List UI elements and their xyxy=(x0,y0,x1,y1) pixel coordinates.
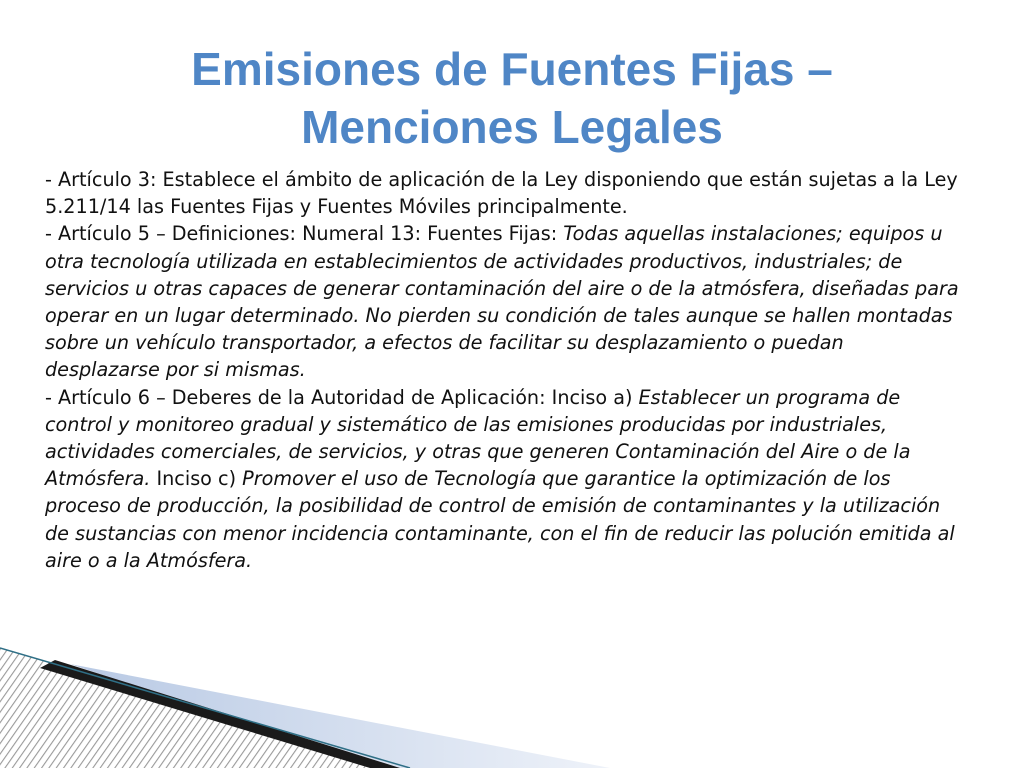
slide-title xyxy=(100,40,924,156)
dark-wedge xyxy=(40,660,400,768)
articulo-6-paragraph xyxy=(45,384,960,574)
inciso-c-text: Promover el uso de Tecnología que garantice la optimización de los proceso de producción, la posibilidad de control de emisión de contaminantes y la utilización de sustancias con menor incidencia contaminante, con el fin de reducir las polución emitida al aire o a la Atmósfera. xyxy=(45,467,955,572)
light-blue-band xyxy=(70,664,610,768)
inciso-c-label: Inciso c) xyxy=(150,467,243,491)
slide-title-line-1: Emisiones de Fuentes Fijas – xyxy=(191,43,833,95)
articulo-6-heading: - Artículo 6 – Deberes de la Autoridad de Aplicación: Inciso a) xyxy=(45,385,639,409)
articulo-5-definition: Todas aquellas instalaciones; equipos u otra tecnología utilizada en establecimientos de actividades productivos, industriales; de servicios u otras capaces de generar contaminación del aire o de la atmósfera, diseñadas para operar en un lugar determinado. No pierden su condición de tales aunque se hallen montadas sobre un vehículo transportador, a efectos de facilitar su desplazamiento o puedan desplazarse por si mismas. xyxy=(45,222,959,382)
inciso-a-text: Establecer un programa de control y monitoreo gradual y sistemático de las emisiones producidas por industriales, actividades comerciales, de servicios, y otras que generen Contaminación del Aire o de la Atmósfera. xyxy=(45,385,911,491)
slide-body xyxy=(45,166,960,574)
articulo-3-text: - Artículo 3: Establece el ámbito de aplicación de la Ley disponiendo que están sujetas a la Ley 5.211/14 las Fuentes Fijas y Fuentes Móviles principalmente. xyxy=(45,168,958,219)
articulo-3-paragraph xyxy=(45,166,960,220)
teal-edge-line xyxy=(0,648,410,768)
hatched-triangle xyxy=(0,648,410,768)
slide-title-line-2: Menciones Legales xyxy=(301,101,723,153)
articulo-5-heading: - Artículo 5 – Definiciones: Numeral 13: Fuentes Fijas: xyxy=(45,222,564,246)
articulo-5-paragraph xyxy=(45,220,960,383)
